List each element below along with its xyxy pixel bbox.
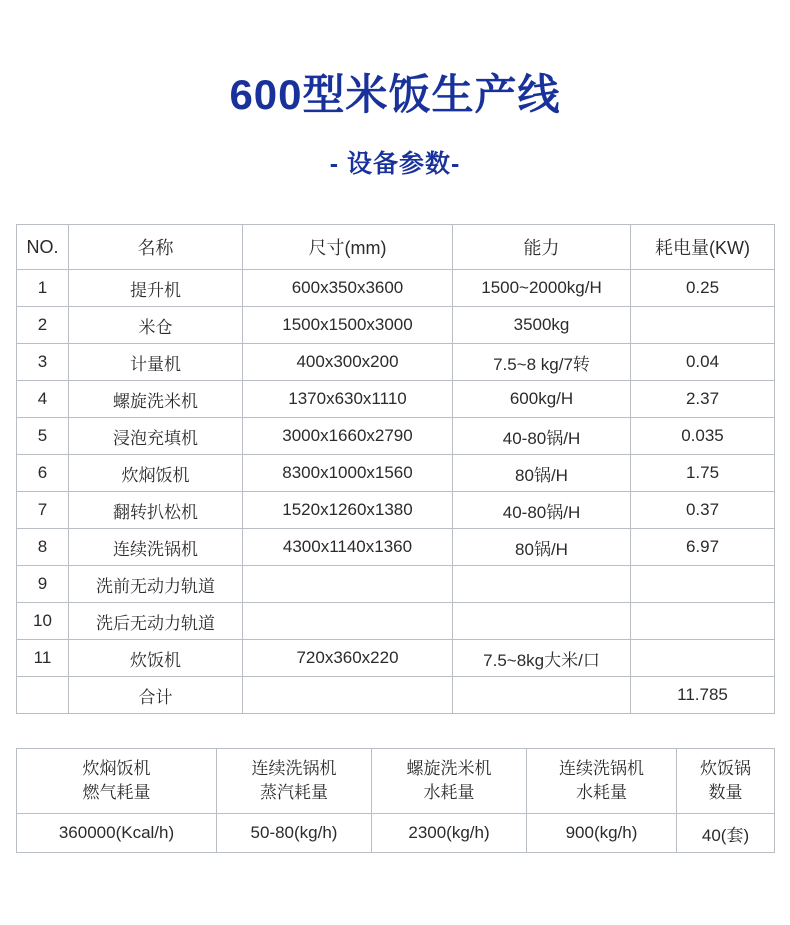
table-header-row bbox=[17, 225, 775, 270]
cell-capacity bbox=[453, 677, 631, 714]
cell-no: 8 bbox=[17, 529, 69, 566]
table-row bbox=[17, 381, 775, 418]
cell-power bbox=[631, 603, 775, 640]
cell-power bbox=[631, 307, 775, 344]
cell-size: 400x300x200 bbox=[243, 344, 453, 381]
table-row bbox=[17, 418, 775, 455]
consumption-header-water-potwasher: 连续洗锅机 水耗量 bbox=[527, 749, 677, 814]
consumption-table bbox=[16, 748, 775, 853]
table-row bbox=[17, 603, 775, 640]
cell-no: 10 bbox=[17, 603, 69, 640]
cell-size bbox=[243, 677, 453, 714]
cell-size: 720x360x220 bbox=[243, 640, 453, 677]
consumption-value-water-potwasher: 900(kg/h) bbox=[527, 814, 677, 853]
cell-capacity: 3500kg bbox=[453, 307, 631, 344]
consumption-value-row bbox=[17, 814, 775, 853]
consumption-header-water-washer: 螺旋洗米机 水耗量 bbox=[372, 749, 527, 814]
cell-power bbox=[631, 566, 775, 603]
table-row bbox=[17, 307, 775, 344]
cell-no: 1 bbox=[17, 270, 69, 307]
table-row bbox=[17, 640, 775, 677]
column-header-power: 耗电量(KW) bbox=[631, 225, 775, 270]
cell-power: 0.04 bbox=[631, 344, 775, 381]
cell-capacity: 600kg/H bbox=[453, 381, 631, 418]
consumption-value-steam: 50-80(kg/h) bbox=[217, 814, 372, 853]
column-header-size: 尺寸(mm) bbox=[243, 225, 453, 270]
cell-capacity: 7.5~8kg大米/口 bbox=[453, 640, 631, 677]
cell-no: 5 bbox=[17, 418, 69, 455]
column-header-capacity: 能力 bbox=[453, 225, 631, 270]
cell-name: 浸泡充填机 bbox=[69, 418, 243, 455]
equipment-parameters-table bbox=[16, 224, 775, 714]
cell-size bbox=[243, 566, 453, 603]
cell-capacity: 80锅/H bbox=[453, 455, 631, 492]
cell-name: 洗后无动力轨道 bbox=[69, 603, 243, 640]
cell-power: 6.97 bbox=[631, 529, 775, 566]
cell-power: 11.785 bbox=[631, 677, 775, 714]
cell-size: 3000x1660x2790 bbox=[243, 418, 453, 455]
table-header bbox=[17, 225, 775, 270]
cell-size: 600x350x3600 bbox=[243, 270, 453, 307]
cell-power bbox=[631, 640, 775, 677]
table-row bbox=[17, 492, 775, 529]
consumption-value-gas: 360000(Kcal/h) bbox=[17, 814, 217, 853]
cell-capacity: 40-80锅/H bbox=[453, 418, 631, 455]
cell-no: 2 bbox=[17, 307, 69, 344]
cell-size: 1500x1500x3000 bbox=[243, 307, 453, 344]
table-body bbox=[17, 270, 775, 714]
consumption-header-steam: 连续洗锅机 蒸汽耗量 bbox=[217, 749, 372, 814]
cell-power: 1.75 bbox=[631, 455, 775, 492]
cell-no: 9 bbox=[17, 566, 69, 603]
cell-name: 计量机 bbox=[69, 344, 243, 381]
consumption-header-pot-count: 炊饭锅 数量 bbox=[677, 749, 775, 814]
table-row bbox=[17, 344, 775, 381]
cell-name: 连续洗锅机 bbox=[69, 529, 243, 566]
consumption-header-row bbox=[17, 749, 775, 814]
cell-no: 3 bbox=[17, 344, 69, 381]
column-header-no: NO. bbox=[17, 225, 69, 270]
cell-capacity: 80锅/H bbox=[453, 529, 631, 566]
cell-no: 7 bbox=[17, 492, 69, 529]
cell-power: 0.035 bbox=[631, 418, 775, 455]
cell-name: 炊焖饭机 bbox=[69, 455, 243, 492]
cell-size: 4300x1140x1360 bbox=[243, 529, 453, 566]
column-header-name: 名称 bbox=[69, 225, 243, 270]
cell-name: 洗前无动力轨道 bbox=[69, 566, 243, 603]
page-title: 600型米饭生产线 bbox=[229, 71, 561, 118]
consumption-value-pot-count: 40(套) bbox=[677, 814, 775, 853]
table-row bbox=[17, 566, 775, 603]
cell-name: 炊饭机 bbox=[69, 640, 243, 677]
table-row bbox=[17, 529, 775, 566]
cell-power: 2.37 bbox=[631, 381, 775, 418]
cell-name: 米仓 bbox=[69, 307, 243, 344]
page-subtitle: - 设备参数- bbox=[329, 150, 461, 179]
cell-name: 提升机 bbox=[69, 270, 243, 307]
cell-no bbox=[17, 677, 69, 714]
cell-capacity bbox=[453, 566, 631, 603]
table-row-total bbox=[17, 677, 775, 714]
table-row bbox=[17, 455, 775, 492]
cell-size bbox=[243, 603, 453, 640]
consumption-value-water-washer: 2300(kg/h) bbox=[372, 814, 527, 853]
cell-name: 合计 bbox=[69, 677, 243, 714]
cell-no: 6 bbox=[17, 455, 69, 492]
cell-capacity: 1500~2000kg/H bbox=[453, 270, 631, 307]
cell-power: 0.37 bbox=[631, 492, 775, 529]
cell-capacity bbox=[453, 603, 631, 640]
cell-name: 螺旋洗米机 bbox=[69, 381, 243, 418]
cell-no: 11 bbox=[17, 640, 69, 677]
cell-size: 1520x1260x1380 bbox=[243, 492, 453, 529]
cell-size: 8300x1000x1560 bbox=[243, 455, 453, 492]
consumption-table-body bbox=[17, 749, 775, 853]
cell-capacity: 7.5~8 kg/7转 bbox=[453, 344, 631, 381]
table-row bbox=[17, 270, 775, 307]
cell-name: 翻转扒松机 bbox=[69, 492, 243, 529]
cell-power: 0.25 bbox=[631, 270, 775, 307]
consumption-header-gas: 炊焖饭机 燃气耗量 bbox=[17, 749, 217, 814]
cell-no: 4 bbox=[17, 381, 69, 418]
cell-size: 1370x630x1110 bbox=[243, 381, 453, 418]
cell-capacity: 40-80锅/H bbox=[453, 492, 631, 529]
